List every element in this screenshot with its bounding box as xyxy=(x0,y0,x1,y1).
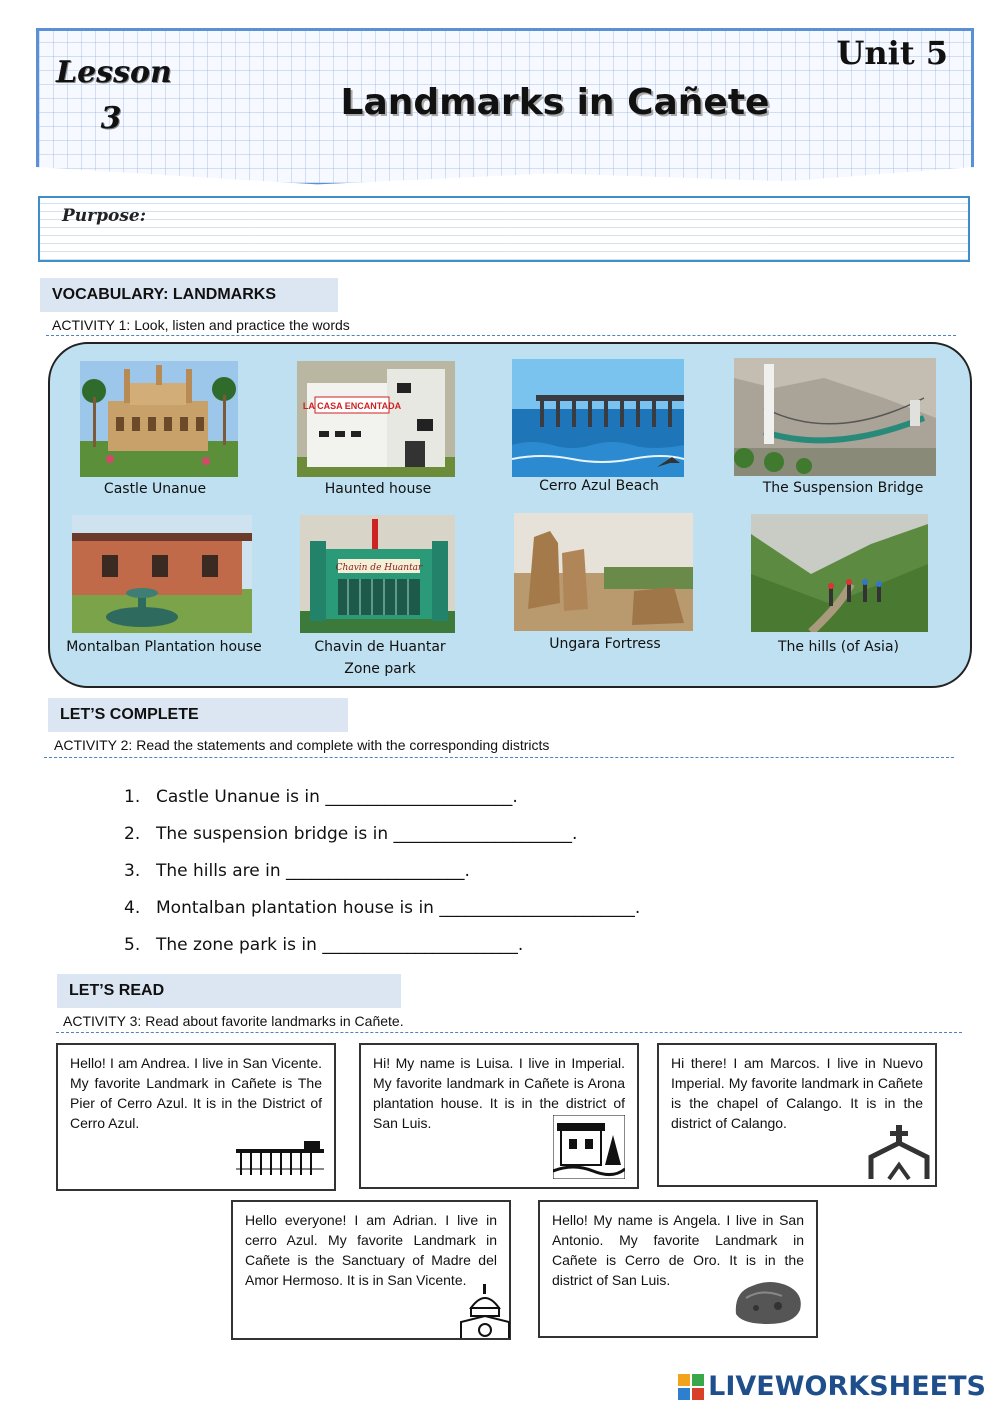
caption-ungara-fortress: Ungara Fortress xyxy=(549,636,661,652)
fill-item: 3. The hills are in _____________________. xyxy=(124,861,470,881)
chavin-sign: Chavin de Huantar xyxy=(335,563,423,573)
read-section-title: LET’S READ xyxy=(57,974,401,1008)
reading-card-text: Hi there! I am Marcos. I live in Nuevo Imperial. My favorite landmark in Cañete is the chapel of Calango. It is in the district of Calango. xyxy=(671,1055,923,1131)
ungara-fortress-image xyxy=(514,513,693,631)
montalban-plantation-house-image xyxy=(72,515,252,633)
sanctuary-icon xyxy=(459,1284,511,1340)
activity-2-instruction: ACTIVITY 2: Read the statements and complete with the corresponding districts xyxy=(54,737,550,753)
reading-card-text: Hi! My name is Luisa. I live in Imperial. My favorite landmark in Cañete is Arona plantation house. It is in the district of San Luis. xyxy=(373,1055,625,1131)
fill-item: 1. Castle Unanue is in ______________________. xyxy=(124,787,518,807)
castle-unanue-image xyxy=(80,361,238,477)
complete-section-title: LET’S COMPLETE xyxy=(48,698,348,732)
caption-haunted-house: Haunted house xyxy=(324,481,432,497)
suspension-bridge-image xyxy=(734,358,936,476)
caption-suspension-bridge: The Suspension Bridge xyxy=(762,480,924,496)
unit-label: Unit 5 xyxy=(836,34,948,72)
caption-cerro-azul-beach: Cerro Azul Beach xyxy=(539,478,659,494)
brand-name: LIVEWORKSHEETS xyxy=(708,1371,986,1402)
fill-item: 2. The suspension bridge is in _____________________. xyxy=(124,824,578,844)
cerro-azul-beach-image xyxy=(512,359,684,477)
vocabulary-section-title: VOCABULARY: LANDMARKS xyxy=(40,278,338,312)
page-title: Landmarks in Cañete xyxy=(340,82,770,123)
purpose-box xyxy=(38,196,970,262)
caption-castle-unanue: Castle Unanue xyxy=(103,481,207,497)
caption-montalban-plantation-house: Montalban Plantation house xyxy=(66,639,262,655)
activity-1-instruction: ACTIVITY 1: Look, listen and practice the words xyxy=(52,317,350,333)
reading-card-adrian xyxy=(231,1200,511,1340)
purpose-label: Purpose: xyxy=(62,206,146,226)
caption-chavin-line-2: Zone park xyxy=(344,661,416,677)
reading-card-angela xyxy=(538,1200,818,1338)
fill-item: 5. The zone park is in _______________________. xyxy=(124,935,524,955)
divider xyxy=(44,757,954,758)
lesson-word: Lesson xyxy=(56,55,172,90)
chapel-icon xyxy=(867,1123,931,1183)
divider xyxy=(56,1032,962,1033)
liveworksheets-logo xyxy=(678,1371,986,1402)
hills-of-asia-image xyxy=(751,514,928,632)
activity-3-instruction: ACTIVITY 3: Read about favorite landmarks in Cañete. xyxy=(63,1013,404,1029)
divider xyxy=(46,335,956,336)
lesson-number: 3 xyxy=(100,101,122,136)
reading-card-andrea xyxy=(56,1043,336,1191)
fill-item: 4. Montalban plantation house is in _______________________. xyxy=(124,898,641,918)
reading-card-text: Hello! My name is Angela. I live in San Antonio. My favorite Landmark in Cañete is Cerro de Oro. It is in the district of San Luis. xyxy=(552,1212,804,1288)
cerro-de-oro-rock-icon xyxy=(732,1278,804,1326)
caption-chavin-line-1: Chavin de Huantar xyxy=(314,639,446,655)
pier-icon xyxy=(236,1141,324,1177)
logo-mark-icon xyxy=(678,1374,704,1400)
chavin-de-huantar-park-image xyxy=(300,515,455,633)
caption-hills-of-asia: The hills (of Asia) xyxy=(778,639,899,655)
reading-card-marcos xyxy=(657,1043,937,1187)
lesson-label xyxy=(56,50,172,142)
plantation-house-icon xyxy=(553,1115,625,1179)
haunted-house-image xyxy=(297,361,455,477)
reading-card-text: Hello everyone! I am Adrian. I live in cerro Azul. My favorite Landmark in Cañete is the Sanctuary of Madre del Amor Hermoso. It is in San Vicente. xyxy=(245,1212,497,1288)
haunted-house-sign: LA CASA ENCANTADA xyxy=(302,401,402,411)
reading-card-text: Hello! I am Andrea. I live in San Vicente. My favorite Landmark in Cañete is The Pier of Cerro Azul. It is in the District of Cerro Azul. xyxy=(70,1055,322,1131)
reading-card-luisa xyxy=(359,1043,639,1189)
caption-chavin-de-huantar xyxy=(304,636,456,680)
